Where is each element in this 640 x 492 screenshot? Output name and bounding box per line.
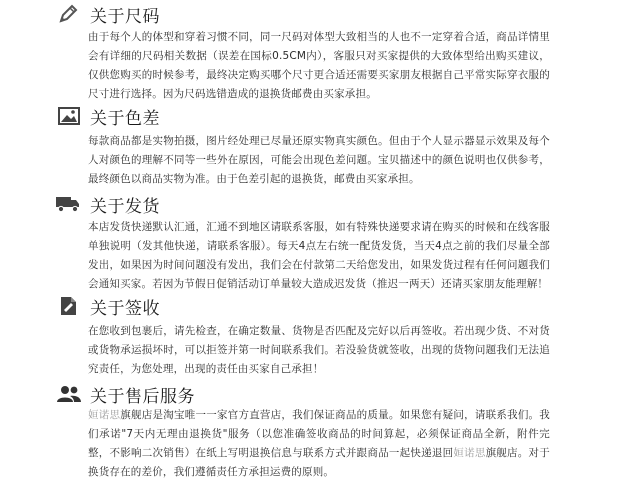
receipt-section	[0, 292, 640, 378]
section-paragraph: 每款商品都是实物拍摄，图片经处理已尽量还原实物真实颜色。但由于个人显示器显示效果及每个人对颜色的理解不同等一些外在原因，可能会出现色差问题。宝贝描述中的颜色说明也仅供参考，最终颜色以商品实物为准。由于色差引起的退换货，邮费由买家承担。	[88, 135, 550, 185]
color-section	[0, 104, 640, 190]
brand-name: 姮诺思	[453, 447, 486, 459]
size-section	[0, 0, 640, 100]
users-icon	[55, 382, 83, 406]
section-title: 关于发货	[90, 196, 160, 217]
section-title: 关于售后服务	[90, 386, 195, 407]
picture-icon	[55, 104, 83, 128]
section-title: 关于签收	[90, 298, 160, 319]
truck-icon	[54, 192, 82, 216]
section-paragraph: 本店发货快递默认汇通，汇通不到地区请联系客服，如有特殊快递要求请在购买的时候和在线客服单独说明（发其他快递，请联系客服）。每天4点左右统一配货发货，当天4点之前的我们尽量全部发出，如果因为时间问题没有发出，我们会在付款第二天给您发出，如果发货过程有任何问题我们会通知买家。若因为节假日促销活动订单量较大造成迟发货（推迟一两天）还请买家朋友能理解！	[88, 221, 550, 290]
brand-name: 姮诺思	[88, 409, 121, 421]
shipping-section	[0, 190, 640, 290]
after-sales-section	[0, 380, 640, 492]
pencil-icon	[54, 2, 82, 26]
section-paragraph: 由于每个人的体型和穿着习惯不同，同一尺码对体型大致相当的人也不一定穿着合适，商品详情里会有详细的尺码相关数据（误差在国标0.5CM内），客服只对买家提供的大致体型给出购买建议，仅供您购买的时候参考，最终决定购买哪个尺寸更合适还需要买家朋友根据自己平常实际穿衣服的尺寸进行选择。因为尺码选错造成的退换货邮费由买家承担。	[88, 31, 550, 100]
section-paragraph: 在您收到包裹后，请先检查，在确定数量、货物是否匹配及完好以后再签收。若出现少货、不对货或货物承运损坏时，可以拒签并第一时间联系我们。若没验货就签收，出现的货物问题我们无法追究责任，为您处理，出现的责任由买家自己承担！	[88, 325, 550, 375]
signature-icon	[55, 294, 83, 318]
section-paragraph: 姮诺思旗舰店是淘宝唯一一家官方直营店，我们保证商品的质量。如果您有疑问，请联系我们。我们承诺"7天内无理由退换货"服务（以您准确签收商品的时间算起，必须保证商品全新，附件完整，不影响二次销售）在纸上写明退换信息与联系方式并跟商品一起快递退回姮诺思旗舰店。对于换货存在的差价，我们遵循责任方承担运费的原则。	[88, 409, 551, 478]
section-title: 关于色差	[90, 108, 160, 129]
section-title: 关于尺码	[90, 6, 160, 27]
